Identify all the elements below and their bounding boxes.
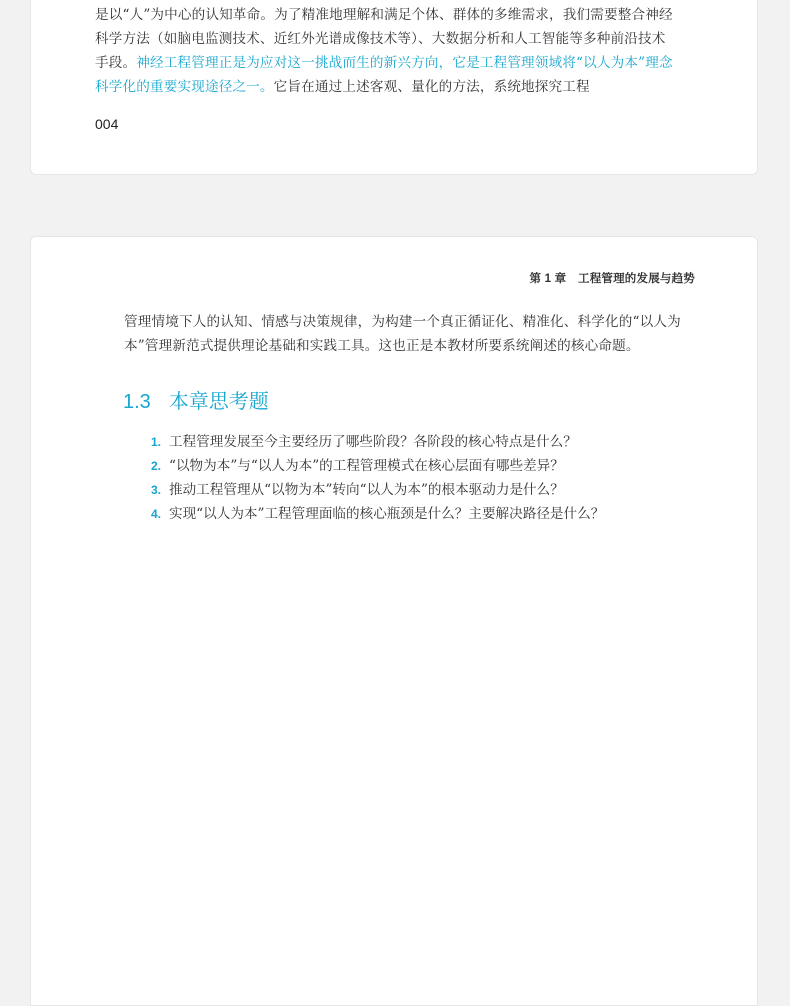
section-title: 本章思考题 [168, 391, 269, 413]
page-number: 004 [95, 116, 119, 132]
list-item [151, 502, 604, 526]
question-text: 实现“以人为本”工程管理面临的核心瓶颈是什么？主要解决路径是什么？ [169, 506, 605, 522]
page-005 [30, 236, 758, 1006]
question-number: 2. [151, 459, 162, 473]
page-004 [30, 0, 758, 175]
list-item [151, 454, 604, 478]
running-head: 第 1 章 工程管理的发展与趋势 [529, 273, 695, 285]
paragraph-text-continued: 它旨在通过上述客观、量化的方法，系统地探究工程 [273, 79, 590, 95]
list-item [151, 430, 604, 454]
question-number: 1. [151, 435, 162, 449]
paragraph-body: 管理情境下人的认知、情感与决策规律，为构建一个真正循证化、精准化、科学化的“以人为本”管理新范式提供理论基础和实践工具。这也正是本教材所要系统阐述的核心命题。 [124, 314, 681, 354]
question-list [151, 430, 604, 526]
question-number: 4. [151, 507, 162, 521]
paragraph-text: 是以“人”为中心的认知革命。为了精准地理解和满足个体、群体的多维需求，我们需要整合神经科学方法（如脑电监测技术、近红外光谱成像技术等）、大数据分析和人工智能等多种前沿技术手段。 [95, 7, 673, 71]
section-number: 1.3 [123, 391, 151, 413]
question-number: 3. [151, 483, 162, 497]
question-text: 推动工程管理从“以物为本”转向“以人为本”的根本驱动力是什么？ [169, 482, 564, 498]
highlighted-text: 神经工程管理正是为应对这一挑战而生的新兴方向，它是工程管理领域将“以人为本”理念科学化的重要实现途径之一。 [95, 55, 673, 95]
question-text: 工程管理发展至今主要经历了哪些阶段？各阶段的核心特点是什么？ [169, 434, 577, 450]
question-text: “以物为本”与“以人为本”的工程管理模式在核心层面有哪些差异？ [169, 458, 564, 474]
list-item [151, 478, 604, 502]
section-heading [123, 385, 269, 414]
paragraph-body [95, 3, 675, 99]
